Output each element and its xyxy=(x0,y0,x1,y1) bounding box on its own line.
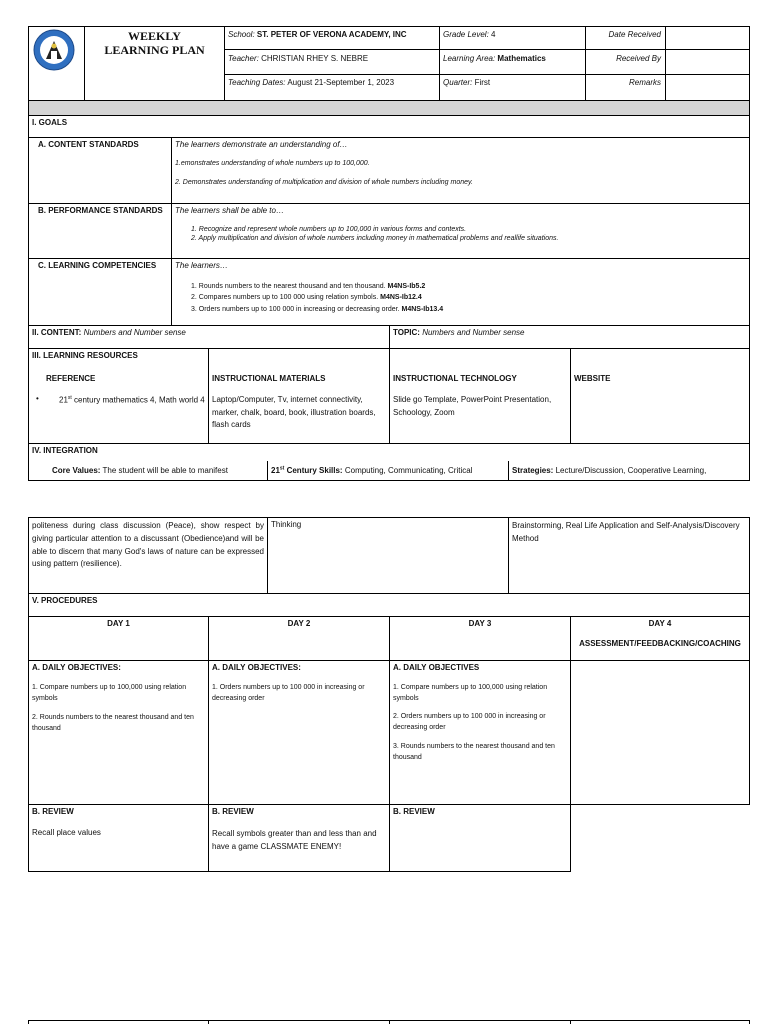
learning-resources-heading: III. LEARNING RESOURCES xyxy=(32,351,138,360)
header-divider xyxy=(585,26,586,101)
day2-objectives xyxy=(208,660,390,805)
day3-objectives-label: A. DAILY OBJECTIVES xyxy=(393,663,480,672)
received-by-label: Received By xyxy=(616,54,661,63)
day1-objectives-label: A. DAILY OBJECTIVES: xyxy=(32,663,121,672)
integration-divider xyxy=(508,461,509,481)
reference-value-part: century mathematics 4, Math world 4 xyxy=(71,395,205,405)
school-logo xyxy=(33,29,75,71)
skills-label-part: Century Skills: xyxy=(284,466,343,475)
performance-standards-cell xyxy=(171,203,750,259)
skills-sup: st xyxy=(279,465,285,472)
materials-value: Laptop/Computer, Tv, internet connectivity, marker, chalk, board, book, illustration boards, flash cards xyxy=(212,394,376,430)
learning-competencies-label-cell xyxy=(28,258,172,326)
day3-review-label: B. REVIEW xyxy=(393,807,435,816)
header-divider xyxy=(224,26,225,101)
century-skills-label xyxy=(271,466,343,475)
learning-competencies-cell xyxy=(171,258,750,326)
school-label: School: xyxy=(228,30,255,39)
plan-title-line2: LEARNING PLAN xyxy=(104,43,205,58)
content-label: II. CONTENT: xyxy=(32,328,82,337)
teaching-dates-value: August 21-September 1, 2023 xyxy=(287,78,395,87)
quarter-field xyxy=(443,77,490,88)
learning-competencies-label: C. LEARNING COMPETENCIES xyxy=(38,261,157,270)
grade-field xyxy=(443,29,496,40)
materials-cell xyxy=(208,348,390,444)
website-label: WEBSITE xyxy=(574,374,611,383)
teacher-field xyxy=(228,53,368,64)
header-row-line xyxy=(224,49,750,50)
day4-header xyxy=(570,616,750,661)
teaching-dates-field xyxy=(228,77,394,88)
day1-objective-1: 1. Compare numbers up to 100,000 using relation symbols xyxy=(32,683,187,702)
day4-subtitle: ASSESSMENT/FEEDBACKING/COACHING xyxy=(579,638,741,648)
school-field xyxy=(228,29,407,40)
quarter-value: First xyxy=(474,78,491,87)
skills-label-part: 21 xyxy=(271,466,280,475)
topic-label: TOPIC: xyxy=(393,328,420,337)
day2-review-label: B. REVIEW xyxy=(212,807,254,816)
day3-objective-3: 3. Rounds numbers to the nearest thousand and ten thousand xyxy=(393,742,555,761)
learning-area-field xyxy=(443,53,546,64)
technology-cell xyxy=(389,348,571,444)
topic-value: Numbers and Number sense xyxy=(422,328,525,337)
reference-cell xyxy=(28,348,209,444)
strategies-text: Lecture/Discussion, Cooperative Learning, xyxy=(555,466,707,475)
competency-2-code: M4NS-Ib12.4 xyxy=(380,294,422,302)
competency-1-code: M4NS-Ib5.2 xyxy=(387,282,426,290)
performance-standard-1: 1. Recognize and represent whole numbers up to 100,000 in various forms and contexts. xyxy=(191,225,467,233)
content-value: Numbers and Number sense xyxy=(83,328,186,337)
day1-objective-2: 2. Rounds numbers to the nearest thousand and ten thousand xyxy=(32,714,194,733)
reference-value-part: 21 xyxy=(59,395,68,405)
core-values-continued: politeness during class discussion (Peace), show respect by giving particular attention to a discussant (Obedience)and will be able to discern that many God's laws of nature can be expressed using pattern (resilience). xyxy=(28,517,268,594)
remarks-label: Remarks xyxy=(628,78,661,87)
next-page-divider xyxy=(570,1020,571,1024)
content-standards-intro: The learners demonstrate an understanding of… xyxy=(175,140,348,149)
materials-label: INSTRUCTIONAL MATERIALS xyxy=(212,374,326,383)
strategies-label: Strategies: xyxy=(512,466,554,475)
teaching-dates-label: Teaching Dates: xyxy=(228,78,286,87)
day1-header: DAY 1 xyxy=(28,616,209,661)
content-standards-label: A. CONTENT STANDARDS xyxy=(38,140,139,149)
day2-objective-1: 1. Orders numbers up to 100 000 in increasing or decreasing order xyxy=(212,683,365,702)
core-values-text: The student will be able to manifest xyxy=(102,466,228,475)
day1-review xyxy=(28,804,209,872)
core-values-part1 xyxy=(52,465,264,476)
reference-value xyxy=(50,394,205,407)
day3-objective-1: 1. Compare numbers up to 100,000 using relation symbols xyxy=(393,683,548,702)
competency-1-text: 1. Rounds numbers to the nearest thousand and ten thousand. xyxy=(191,282,386,290)
performance-standards-label: B. PERFORMANCE STANDARDS xyxy=(38,206,163,215)
school-value: ST. PETER OF VERONA ACADEMY, INC xyxy=(256,30,407,39)
bullet-icon: • xyxy=(36,393,39,403)
goals-heading: I. GOALS xyxy=(28,115,750,138)
header-row-line xyxy=(224,74,750,75)
quarter-label: Quarter: xyxy=(443,78,473,87)
reference-label: REFERENCE xyxy=(46,373,96,383)
competency-3-code: M4NS-Ib13.4 xyxy=(401,305,444,313)
reference-item xyxy=(32,394,205,407)
technology-label: INSTRUCTIONAL TECHNOLOGY xyxy=(393,374,517,383)
procedures-heading: V. PROCEDURES xyxy=(28,593,750,617)
day4-objectives xyxy=(570,660,750,805)
day2-review xyxy=(208,804,390,872)
performance-standards-label-cell xyxy=(28,203,172,259)
day3-header: DAY 3 xyxy=(389,616,571,661)
competency-3 xyxy=(175,305,746,314)
day3-objective-2: 2. Orders numbers up to 100 000 in increasing or decreasing order xyxy=(393,713,546,732)
content-row xyxy=(28,325,390,349)
integration-divider xyxy=(267,461,268,481)
century-skills-part1 xyxy=(271,465,505,476)
header-divider xyxy=(665,26,666,101)
strategies-continued: Brainstorming, Real Life Application and Self-Analysis/Discovery Method xyxy=(508,517,750,594)
day2-header: DAY 2 xyxy=(208,616,390,661)
date-received-label: Date Received xyxy=(608,30,661,39)
strategies-part1 xyxy=(512,465,748,476)
technology-value: Slide go Template, PowerPoint Presentation, Schoology, Zoom xyxy=(393,394,552,417)
performance-intro: The learners shall be able to… xyxy=(175,206,284,215)
day1-review-text: Recall place values xyxy=(32,827,101,837)
century-skills-continued: Thinking xyxy=(267,517,509,594)
next-page-divider xyxy=(208,1020,209,1024)
learning-area-label: Learning Area: xyxy=(443,54,496,63)
gray-spacer xyxy=(28,100,750,116)
day2-review-text: Recall symbols greater than and less than and have a game CLASSMATE ENEMY! xyxy=(212,828,377,851)
competency-1 xyxy=(175,282,746,291)
day1-objectives xyxy=(28,660,209,805)
competency-3-text: 3. Orders numbers up to 100 000 in increasing or decreasing order. xyxy=(191,305,400,313)
performance-standard-2: 2. Apply multiplication and division of whole numbers including money in mathematical problems and reallife situations. xyxy=(191,235,559,243)
day1-review-label: B. REVIEW xyxy=(32,807,74,816)
plan-title-line1: WEEKLY xyxy=(128,29,181,43)
grade-value: 4 xyxy=(491,30,496,39)
topic-row xyxy=(389,325,750,349)
reference-sup: st xyxy=(67,394,72,401)
content-standard-2: 2. Demonstrates understanding of multiplication and division of whole numbers including money. xyxy=(175,179,473,187)
day3-objectives xyxy=(389,660,571,805)
competency-2-text: 2. Compares numbers up to 100 000 using relation symbols. xyxy=(191,294,379,302)
content-standards-cell xyxy=(171,137,750,204)
teacher-label: Teacher: xyxy=(228,54,259,63)
content-standards-label-cell xyxy=(28,137,172,204)
competency-2 xyxy=(175,293,746,302)
integration-heading: IV. INTEGRATION xyxy=(32,446,98,455)
day3-review xyxy=(389,804,571,872)
competencies-intro: The learners… xyxy=(175,261,228,270)
core-values-label: Core Values: xyxy=(52,466,101,475)
learning-area-value: Mathematics xyxy=(497,54,546,63)
plan-title xyxy=(85,29,224,58)
next-page-divider xyxy=(389,1020,390,1024)
grade-label: Grade Level: xyxy=(443,30,489,39)
day2-objectives-label: A. DAILY OBJECTIVES: xyxy=(212,663,301,672)
century-skills-text: Computing, Communicating, Critical xyxy=(344,466,473,475)
content-standard-1: 1.emonstrates understanding of whole numbers up to 100,000. xyxy=(175,159,370,167)
teacher-value: CHRISTIAN RHEY S. NEBRE xyxy=(261,54,369,63)
day4-title: DAY 4 xyxy=(648,619,672,628)
website-cell xyxy=(570,348,750,444)
header-divider xyxy=(439,26,440,101)
